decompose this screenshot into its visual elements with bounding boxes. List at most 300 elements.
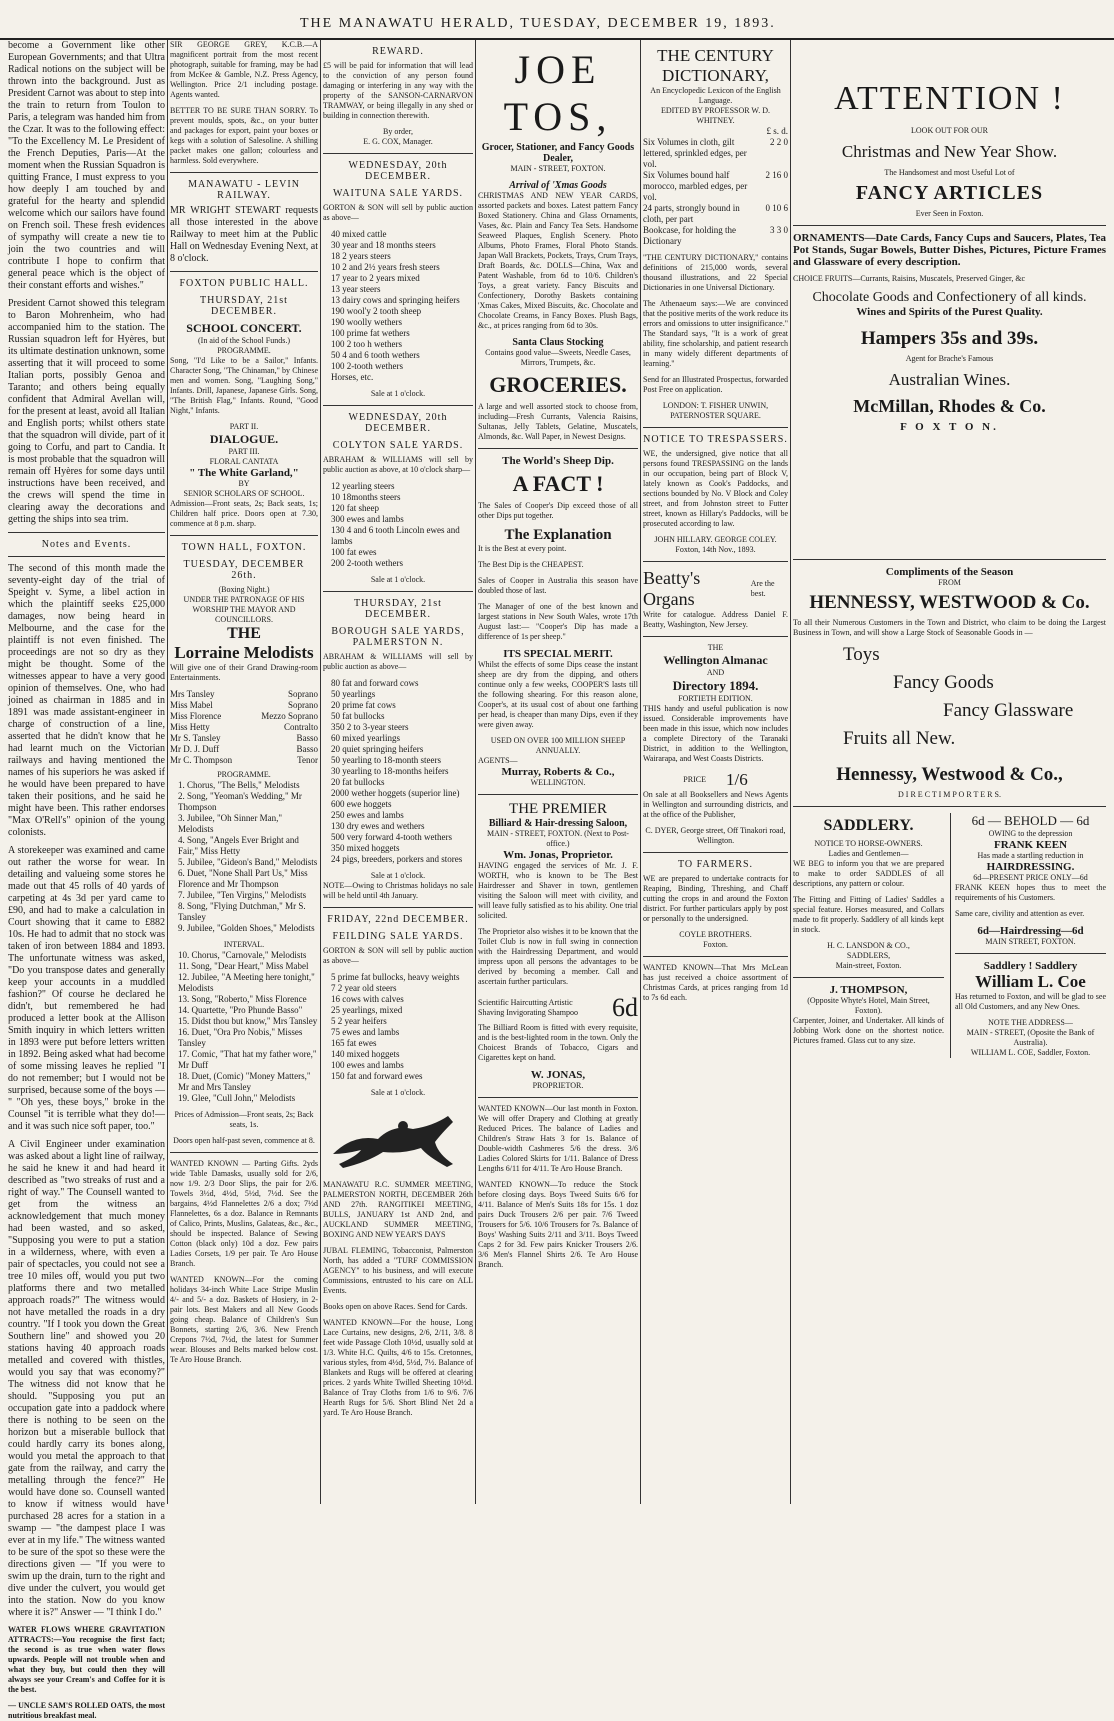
divider [643, 852, 788, 853]
fortieth-edition: FORTIETH EDITION. [678, 694, 753, 703]
explanation-heading: The Explanation [504, 527, 612, 543]
salesoline-ad: BETTER TO BE SURE THAN SORRY. To prevent moulds, spots, &c., on your butter and packages for export, paint your boxes or kegs with a solution of Salesoline. A shilling packet makes one gallon; colourless and harmless. Sold everywhere. [170, 106, 318, 165]
wanted-ad: WANTED KNOWN—To reduce the Stock before closing days. Boys Tweed Suits 6/6 for 4/11. Balance of Men's Suits 18s for 15s. 1 doz pairs Duck Trousers 2/6 per pair. 7/6 Tweed Trousers for 5/6. 10/6 Trousers for 7s. Balance of Boys' Washing Suits 2/11 and 3/11. Boys Tweed Caps 2 for 3d. Few pairs Knicker Trousers 2/6. 3/6 Men's Flannel Shirts 2/6. Te Aro House Branch. [478, 1180, 638, 1269]
athenaeum: The Athenaeum says:—We are convinced that the positive merits of the work reduce its errors and omissions to utter insignificance." The Standard says, "It is a work of great ability, fine scholarship, and patient research in many widely different departments of learning." [643, 299, 788, 368]
wanted-ad: WANTED KNOWN—For the house, Long Lace Curtains, new designs, 2/6, 2/11, 3/8. 8 feet wide Passage Cloth 10½d, usually sold at 1/3. White H.C. Quilts, 4/6 to 15s. Cretonnes, various styles, from 4½d, 5½d, 7½. Balance of Blankets and Rugs will be offered at clearing prices. 2 yards White Twilled Sheeting 10½d. Balance of Tray Cloths from 1/6 to 9/6. 7/6 Hearth Rugs for 5/6. Short Blind Net 2d a yard. Te Aro House Branch. [323, 1318, 473, 1417]
groceries-text: A large and well assorted stock to choose from, including—Fresh Currants, Valencia Raisins, Sultanas, Jelly Tablets, Gelatine, Muscatels, Almonds, &c. Wall Paper, in Newest Designs. [478, 402, 638, 441]
divider [8, 556, 165, 557]
list-item: 350 2 to 3-year steers [331, 722, 409, 732]
mcmillan-rhodes: McMillan, Rhodes & Co. [853, 396, 1046, 416]
reward-signature: E. G. COX, Manager. [363, 137, 433, 146]
programme-label: PROGRAMME. [217, 770, 271, 779]
column-5 [643, 40, 788, 1504]
divider [793, 806, 1106, 807]
cast-row: Mr C. Thompson Tenor [170, 755, 318, 765]
ever-seen: Ever Seen in Foxton. [915, 209, 984, 218]
price-row: Six Volumes in cloth, gilt lettered, sprinkled edges, per vol. 2 2 0 [643, 137, 788, 169]
w-proprietor: PROPRIETOR. [532, 1081, 584, 1090]
list-item: Toys [843, 644, 880, 665]
notes-heading: Notes and Events. [41, 539, 132, 550]
prices: Prices of Admission—Front seats, 2s; Back seats, 1s. [174, 1110, 314, 1129]
list-item: 80 fat and forward cows [331, 678, 419, 688]
list-item: 16 cows with calves [331, 994, 404, 1004]
by: BY [238, 479, 250, 488]
compliments: Compliments of the Season [885, 566, 1014, 578]
cast-row: Miss Hetty Contralto [170, 722, 318, 732]
coe-signature: WILLIAM L. COE, Saddler, Foxton. [970, 1048, 1091, 1057]
goods-list [793, 644, 1106, 750]
interval: INTERVAL. [223, 940, 265, 949]
joe-tos-sub: Grocer, Stationer, and Fancy Goods Dealer, [481, 142, 635, 164]
keen-text: Has made a startling reduction in [977, 851, 1084, 860]
racing-ad: MANAWATU R.C. SUMMER MEETING, PALMERSTON NORTH, DECEMBER 26th AND 27th. RANGITIKEI MEETING, BULLS, JANUARY 1st AND 2nd, and AUCKLAND SUMMER MEETING, BOXING AND NEW YEAR'S DAYS [323, 1180, 473, 1239]
list-item: 40 mixed cattle [331, 229, 387, 239]
coe-title: William L. Coe [975, 972, 1086, 991]
beatty-text: Write for catalogue. Address Daniel F. Beatty, Washington, New Jersey. [643, 610, 788, 629]
send-note: Send for an Illustrated Prospectus, forwarded Post Free on application. [643, 375, 788, 394]
list-item: 10 2 and 2½ years fresh steers [331, 262, 440, 272]
column-rule [790, 40, 791, 1504]
coe-text: Has returned to Foxton, and will be glad to see all Old Customers, and any New Ones. [955, 992, 1106, 1011]
almanac-price [643, 770, 788, 790]
farmers-title: TO FARMERS. [677, 859, 754, 870]
handsomest: The Handsomest and most Useful Lot of [884, 168, 1015, 177]
wanted-ad: WANTED KNOWN—Our last month in Foxton. We will offer Drapery and Clothing at greatly Reduced Prices. The balance of Ladies and Children's Straw Hats 3 for 1s. Balance of Double-width Cashmeres 5/6 the dress. 3/6 Ladies Colored Skirts for 1/11. Balance of Dress Lengths 6/11 for 4/11. Te Aro House Branch. [478, 1104, 638, 1173]
same-care: Same care, civility and attention as ever. [955, 909, 1085, 918]
spacer [793, 433, 1106, 553]
note-address: NOTE THE ADDRESS— [988, 1018, 1073, 1027]
town-date: TUESDAY, DECEMBER 26th. [183, 559, 305, 581]
list-item: 20 quiet springing heifers [331, 744, 424, 754]
boxing-night: (Boxing Night.) [218, 585, 270, 594]
sale-date: THURSDAY, 21st DECEMBER. [354, 598, 442, 620]
reward-order: By order, [383, 127, 413, 136]
divider [170, 535, 318, 536]
oats-ad: — UNCLE SAM'S ROLLED OATS, the most nutritious breakfast meal. [8, 1701, 165, 1720]
cast-row: Mrs Tansley Soprano [170, 689, 318, 699]
list-item: 18 2 years steers [331, 251, 391, 261]
beatty-header [643, 568, 788, 610]
foxton-label: F O X T O N. [900, 421, 999, 433]
list-item: 3. Jubilee, "Oh Sinner Man," Melodists [178, 813, 283, 834]
list-item: 1. Chorus, "The Bells," Melodists [178, 780, 300, 790]
wanted-ad: WANTED KNOWN—That Mrs McLean has just received a choice assortment of Christmas Cards, at prices ranging from 1d to 7s 6d each. [643, 963, 788, 1002]
reward-text: £5 will be paid for information that will lead to the conviction of any person found damaging or interfering in any way with the property of the SANSON-CARNARVON TRAMWAY, or being illegally in any shed or building in connection therewith. [323, 61, 473, 120]
list-item: 130 dry ewes and wethers [331, 821, 425, 831]
list-item: 75 ewes and lambs [331, 1027, 400, 1037]
joe-tos-title: JOE TOS, [503, 47, 613, 139]
main-foxton: MAIN STREET, FOXTON. [985, 937, 1076, 946]
saddlery-title: SADDLERY. [823, 817, 914, 834]
list-item: 600 ewe hoggets [331, 799, 392, 809]
almanac-title: Wellington Almanac [663, 653, 768, 667]
divider [323, 591, 473, 592]
fact-heading: A FACT ! [512, 471, 604, 496]
services-list: Scientific Haircutting Artistic Shaving Invigorating Shampoo [478, 998, 578, 1017]
town-hall: TOWN HALL, FOXTON. [181, 542, 307, 553]
list-item: 100 2 too h wethers [331, 339, 402, 349]
cast-list [170, 689, 318, 766]
wanted-ad: WANTED KNOWN — Parting Gifts. 2yds wide Table Damasks, usually sold for 2/6, now 1/9. 2/3 Door Slips, the pair for 2/6. Towels 3½d, 4½d, 5½d, 7½d. See the bargains, 4½d Flannelettes 2/6 a dox; 7½d Flannelettes, 6s a doz. Balance in Remnants of Calico, Prints, Muslins, Galateas, &c., &c., should be inspected. Balance of Sewing Cotton (black only) 10d a doz. Few pairs Ladies Corsets, 1/9 per pair. Te Aro House Branch. [170, 1159, 318, 1268]
farmers-text: WE are prepared to undertake contracts for Reaping, Binding, Threshing, and Chaff cutting the crops in and around the Foxton district. For further particulars apply by post or personally to the undersigned. [643, 874, 788, 923]
article-para: A Civil Engineer under examination was asked about a light line of railway, he said he knew it and had heard it described as "two streaks of rust and a right of way." The Counsell wanted to get from the witness an acknowledgement that much money had been wasted, and so asked, "Supposing you were to put a station in a wilderness, where, with even a pair of spectacles, you could not see a tree 10 miles off, would you put two platforms there and two metalled approach roads?" The witness would not have metalled the roads in a dry country. "If I took you down the Great Southern line" and showed you 20 stations having 40 approach roads metalled and covered with thistles, would you say that was economy?" The witness did not know that he should. "Supposing you put an occupation gate into a paddock where there is nothing to be seen on the horizon but a miserable bullock that could hardly carry its bones along, would you metal the approach to that gate from the railway, and carry the metalling through the fence?" He would have done so. Counsell wanted to know if witness would have purchased 28 acres for a station in a swamp — "the dampest place I was ever at in my life." The witness wanted to be sure of the spot so these were the directions given — "If you were to swim up the drain, turn to the right and dive under the culvert, you would get into the station. Now do you know where it is?" Answer — "I think I do." [8, 1139, 165, 1618]
keen-ad [950, 813, 1106, 1058]
patronage: UNDER THE PATRONAGE OF HIS WORSHIP THE MAYOR AND COUNCILLORS. [183, 595, 305, 624]
cast-row: Miss Florence Mezzo Soprano [170, 711, 318, 721]
column-rule [167, 40, 168, 1504]
explan-text: It is the Best at every point. [478, 544, 567, 553]
jubal-ad: JUBAL FLEMING, Tobacconist, Palmerston North, has added a "TURF COMMISSION AGENCY" to his business, and will execute Commissions, entrusted to his care on ALL Events. [323, 1246, 473, 1295]
list-item: 6. Duet, "None Shall Part Us," Miss Florence and Mr Thompson [178, 868, 308, 889]
century-text: "THE CENTURY DICTIONARY," contains definitions of 215,000 words, several thousand illustrations, and 22 Special Dictionaries in one Universal Dictionary. [643, 253, 788, 292]
cast-row: Mr S. Tansley Basso [170, 733, 318, 743]
beatty-title: Beatty's Organs [643, 568, 701, 609]
school-title: SCHOOL CONCERT. [186, 321, 302, 335]
auctioneer: ABRAHAM & WILLIAMS will sell by public auction as above— [323, 652, 473, 671]
list-item: 130 4 and 6 tooth Lincoln ewes and lambs [331, 525, 460, 546]
six-pence: 6d [612, 993, 638, 1022]
almanac-text: THIS handy and useful publication is now issued. Considerable improvements have been made in this issue, which now includes a complete Directory of the Taranaki District, in addition to the Wellington, Wairarapa, and West Coasts Districts. [643, 704, 788, 763]
divider [478, 794, 638, 795]
beg-text: WE BEG to inform you that we are prepared to make to order SADDLES of all descriptions, any pattern or colour. [793, 859, 944, 888]
behold: 6d — BEHOLD — 6d [971, 813, 1090, 828]
sale-date: WEDNESDAY, 20th DECEMBER. [348, 160, 448, 182]
article-para: A storekeeper was examined and came out rather the worse for wear. In detailing and valueing some stores he made out that 45 rolls of 40 yards of carpeting at 4s 3d per yard came to £90, and had to make a calculation in Court showing that it came to £882 10s. He had to admit that no stock was taken of iron between 1884 and 1893. The unfortunate witness was asked, "Do you transpose dates and generally keep your accounts in a muddled fashion?" Of course he declared he didn't, but remembered he had produced a letter book at the Allison Smith inquiry in which letters written in 1893 were put before letters written in 1892. Being asked what had become of some missing leaves he replied "I do not remember; but I would not be surprised, because some of the boys — " "Oh yes, these boys," broke in the Counsel "it is terrible what they do!—and it was such nice soft paper, too." [8, 845, 165, 1132]
list-item: 12. Jubilee, "A Meeting here tonight," Melodists [178, 972, 315, 993]
list-item: 7 2 year old steers [331, 983, 397, 993]
coyle-brothers: COYLE BROTHERS. [679, 930, 752, 939]
almanac-sale: On sale at all Booksellers and News Agents in Wellington and surrounding districts, and at the office of the Publisher, [643, 790, 788, 819]
look-out: LOOK OUT FOR OUR [911, 126, 988, 135]
sale-yard: FEILDING SALE YARDS. [332, 931, 464, 942]
doors: Doors open half-past seven, commence at 8. [173, 1136, 315, 1145]
list-item: 200 2-tooth wethers [331, 558, 403, 568]
divider [643, 636, 788, 637]
thompson-title: J. THOMPSON, [829, 984, 908, 996]
divider [170, 172, 318, 173]
gravitation-ad: WATER FLOWS WHERE GRAVITATION ATTRACTS:—You recognise the first fact; the second is as true when water flows upwards. People will not trouble when and what they buy, but could then they will always see your Cream's and Coffee for it is the best. [8, 1625, 165, 1694]
cantata: FLORAL CANTATA [209, 457, 279, 466]
list-item: 500 very forward 4-tooth wethers [331, 832, 452, 842]
column-3 [323, 40, 473, 1504]
list-item: 4. Song, "Angels Ever Bright and Fair," Miss Hetty [178, 835, 299, 856]
list-item: 190 woolly wethers [331, 317, 402, 327]
keen-hopes: FRANK KEEN hopes thus to meet the requirements of his Customers. [955, 883, 1106, 902]
article-para: The second of this month made the seventy-eight day of the trial of Speight v. Syme, a libel action in which the plaintiff seeks £25,000 damages, now being heard in Melbourne, and the case for the plaintiff is not even finished. The proceedings are not so dry as they might be thought. Some of the witnesses appear to have a very good opinion of themselves. One, who had joined as chairman in 1885 and in 1891 was made assistant-engineer in charge of construction of a line, asserted that he didn't know that he had learnt much on the Victorian railways and having mentioned the names of his superiors he was asked if he would have been prepared to have taken their positions, and he said he might have been. This rather endorses "Max O'Rell's" opinion of the young colonists. [8, 563, 165, 838]
auctioneer: ABRAHAM & WILLIAMS will sell by public auction as above, at 10 o'clock sharp— [323, 455, 473, 474]
dialogue: DIALOGUE. [209, 432, 279, 446]
beatty-best: Are the best. [750, 579, 775, 598]
school-date: THURSDAY, 21st DECEMBER. [200, 295, 288, 317]
hair-6d: 6d—Hairdressing—6d [977, 925, 1084, 937]
main-street: Main-street, Foxton. [835, 961, 902, 970]
list-item: 25 yearlings, mixed [331, 1005, 403, 1015]
auctioneer: GORTON & SON will sell by public auction as above— [323, 203, 473, 222]
divider [643, 561, 788, 562]
present-price: 6d—PRESENT PRICE ONLY—6d [973, 873, 1088, 882]
programme-label: PROGRAMME. [217, 346, 271, 355]
notice-horse-owners: NOTICE TO HORSE-OWNERS. [814, 839, 923, 848]
saddlery-ad [793, 813, 944, 1058]
list-item: 16. Duet, "Ora Pro Nobis," Misses Tansley [178, 1027, 303, 1048]
dyer: C. DYER, George street, Off Tinakori road, Wellington. [645, 826, 786, 845]
list-item: 100 fat ewes [331, 547, 377, 557]
stock-list [323, 678, 473, 865]
trespass-text: WE, the undersigned, give notice that all persons found TRESPASSING on the lands in our occupation, being part of Block V, lately known as Cook's Paddocks, and sections bounded by No. V Block and Coley street, and from Johnston street to Futter street, known as Hillary's Paddocks, will be prosecuted according to law. [643, 449, 788, 528]
billiard-room: The Billiard Room is fitted with every requisite, and is the best-lighted room in the town. Only the Choicest Brands of Tobacco, Cigars and Cigarettes kept on hand. [478, 1023, 638, 1062]
list-item: 150 fat and forward ewes [331, 1071, 423, 1081]
list-item: 10 18months steers [331, 492, 401, 502]
list-item: 60 mixed yearlings [331, 733, 400, 743]
part-three: PART III. [228, 447, 260, 456]
masthead-title: THE MANAWATU HERALD, TUESDAY, DECEMBER 19, 1893. [300, 16, 776, 31]
column-1 [8, 40, 165, 1720]
editor: EDITED BY PROFESSOR W. D. WHITNEY. [660, 106, 771, 125]
stock-list [323, 481, 473, 569]
list-item: 50 yearlings [331, 689, 376, 699]
list-item: Fancy Goods [893, 672, 994, 693]
list-item: 14. Quartette, "Pro Phunde Basso" [178, 1005, 303, 1015]
list-item: 2000 wether hoggets (superior line) [331, 788, 460, 798]
list-item: 30 year and 18 months steers [331, 240, 436, 250]
jonas-proprietor: Wm. Jonas, Proprietor. [503, 849, 613, 861]
list-item: 300 ewes and lambs [331, 514, 404, 524]
merit-text: Whilst the effects of some Dips cease the instant sheep are dry from the dipping, and others continue only a few weeks, COOPER'S lasts till the following shearing. For this reason alone, Cooper's, at its usual cost of about one farthing per head, is cheaper than many Dips, even if they were given away. [478, 660, 638, 729]
cast-row: Miss Mabel Soprano [170, 700, 318, 710]
murray-roberts: Murray, Roberts & Co., [501, 766, 615, 778]
list-item: 20 prime fat cows [331, 700, 396, 710]
wines-spirits: Wines and Spirits of the Purest Quality. [856, 306, 1043, 318]
list-item: 165 fat ewes [331, 1038, 377, 1048]
services-box [478, 993, 638, 1023]
fitting-text: The Fitting and Fitting of Ladies' Saddles a special feature. Horses measured, and Collars made to fit properly. Saddlery of all kinds kept in stock. [793, 895, 944, 934]
divider [643, 427, 788, 428]
premier-title: THE PREMIER [509, 801, 607, 817]
the-label: THE [227, 625, 261, 642]
list-item: 17. Comic, "That hat my father wore," Mr Duff [178, 1049, 317, 1070]
divider [643, 956, 788, 957]
ladies-gentlemen: Ladies and Gentlemen— [828, 849, 909, 858]
list-item: 2. Song, "Yeoman's Wedding," Mr Thompson [178, 791, 302, 812]
almanac-and: AND [706, 668, 725, 677]
used-note: USED ON OVER 100 MILLION SHEEP ANNUALLY. [490, 736, 626, 755]
racehorse-illustration [323, 1104, 473, 1174]
list-item: 20 fat bullocks [331, 777, 385, 787]
price-label: PRICE [683, 775, 706, 784]
divider [478, 1097, 638, 1098]
hennessy-text: To all their Numerous Customers in the Town and District, who claim to be doing the Largest Business in Town, and will show a Large Stock of Seasonable Goods in — [793, 618, 1106, 637]
lansdon: H. C. LANSDON & CO., [827, 941, 910, 950]
hennessy-title-2: Hennessy, Westwood & Co., [836, 764, 1063, 785]
divider [955, 953, 1106, 954]
merit-heading: ITS SPECIAL MERIT. [503, 648, 613, 660]
price-head: £ s. d. [766, 126, 788, 136]
article-para: President Carnot showed this telegram to Baron Mohrenheim, who had accompanied him to the station. The Russian squadron left for Hyères, but its ultimate destination unknown, some asserting that it will proceed to some Italian ports, possibly Genoa and Taranto; and others being equally confident that Admiral Avellan will, for the present at least, avoid all Italian and English ports; whilst others state that the squadron will divide, part of it going to Corfu, and part to Candia. It is most probable that the squadron will remain off Hyères for some days until instructions have been received, and the crews will spend the time in clearing away the decorations and getting the ships into sea trim. [8, 298, 165, 525]
column-rule [475, 40, 476, 1504]
lorraine-title: Lorraine Melodists [174, 643, 314, 662]
list-item: 100 ewes and lambs [331, 1060, 404, 1070]
direct-importers: D I R E C T I M P O R T E R S. [898, 790, 1001, 799]
santa-sub: Contains good value—Sweets, Needle Cases, Mirrors, Trumpets, &c. [485, 348, 631, 367]
school-sub: (In aid of the School Funds.) [198, 336, 290, 345]
price-row: Bookcase, for holding the Dictionary 3 3 0 [643, 225, 788, 246]
choice-fruits: CHOICE FRUITS—Currants, Raisins, Muscatels, Preserved Ginger, &c [793, 274, 1026, 283]
list-item: 13 year steers [331, 284, 381, 294]
column-rule [320, 40, 321, 1504]
list-item: 350 mixed hoggets [331, 843, 400, 853]
auctioneer: GORTON & SON will sell by public auction as above— [323, 946, 473, 965]
sale-yard: BOROUGH SALE YARDS, PALMERSTON N. [331, 626, 465, 648]
list-item: 140 mixed hoggets [331, 1049, 400, 1059]
hairdressing: HAIRDRESSING. [986, 861, 1075, 873]
sale-time: Sale at 1 o'clock. [370, 1088, 426, 1097]
school-venue: FOXTON PUBLIC HALL. [179, 278, 309, 289]
stock-list [323, 972, 473, 1082]
ornaments: ORNAMENTS—Date Cards, Fancy Cups and Saucers, Plates, Tea Pot Stands, Sugar Bowels, Butter Dishes, Pictures, Picture Frames and Glassware of every description. [793, 232, 1106, 268]
portrait-ad: SIR GEORGE GREY, K.C.B.—A magnificent portrait from the most recent photograph, suitable for framing, may be had from McKee & Gamble, N.Z. Press Agency, Wellington. Price 2/1 including postage. Agents wanted. [170, 40, 318, 99]
list-item: 13. Song, "Roberto," Miss Florence [178, 994, 307, 1004]
divider [793, 559, 1106, 560]
price-value: 1/6 [725, 770, 748, 789]
santa-stocking: Santa Claus Stocking [512, 337, 604, 348]
garland: " The White Garland," [189, 467, 299, 479]
saddlers: SADDLERS, [846, 951, 891, 960]
list-item: 100 2-tooth wethers [331, 361, 403, 371]
cast-row: Mr D. J. Duff Basso [170, 744, 318, 754]
hampers: Hampers 35s and 39s. [860, 328, 1039, 349]
column-rule [640, 40, 641, 1504]
chocolate-goods: Chocolate Goods and Confectionery of all kinds. [812, 290, 1087, 305]
xmas-goods: CHRISTMAS AND NEW YEAR CARDS, assorted packets and boxes. Latest pattern Fancy Boxed Stationery. China and Glass Ornaments, Vases, &c. Plain and Fancy Tea Sets. Handsome Seaweed Plaques, English Scenery. Photo Albums, Photo Frames, Floral Photo Stands. Japan Wall Brackets, Pockets, Trays, Crum Trays, Draft Boards, &c. DOLLS—China, Wax and Patent Washable, from 6d to 10/6. Children's Toys, a great variety. Fancy Biscuits and Confectionery, Dorothy Baskets containing 'Xmas Cakes, Mixed Biscuits, &c. Chocolate and Chocolate Creams, in Fancy Boxes. Plush Bags, &c., at prices ranging from 6d to 30s. [478, 191, 638, 330]
list-item: 5 prime fat bullocks, heavy weights [331, 972, 460, 982]
explan-text: The Best Dip is the CHEAPEST. [478, 560, 584, 569]
railway-text: MR WRIGHT STEWART requests all those interested in the above Railway to meet him at the Public Hall on Wednesday Evening Next, at 8 o'clock. [170, 205, 318, 264]
railway-title: MANAWATU - LEVIN RAILWAY. [188, 179, 300, 201]
list-item: 10. Chorus, "Carnovale," Melodists [178, 950, 307, 960]
list-item: 190 wool'y 2 tooth sheep [331, 306, 422, 316]
list-item: 19. Glee, "Cull John," Melodists [178, 1093, 296, 1103]
list-item: 50 yearling to 18-month steers [331, 755, 441, 765]
arrival-heading: Arrival of 'Xmas Goods [509, 180, 607, 191]
list-item: 50 fat bullocks [331, 711, 385, 721]
seniors: SENIOR SCHOLARS OF SCHOOL. [183, 489, 305, 498]
w-jonas: W. JONAS, [530, 1069, 586, 1081]
owing: OWING to the depression [988, 829, 1073, 838]
admission: Admission—Front seats, 2s; Back seats, 1s; Children half price. Doors open at 7.30, commence at 8 p.m. sharp. [170, 499, 318, 528]
having-text: HAVING engaged the services of Mr. J. F. WORTH, who is known to be The Best Hairdresser and Shaver in town, gentlemen visiting the Saloon will meet with civility, and will leave fully satisfied as to his ability. One trial solicited. [478, 861, 638, 920]
column-6 [793, 40, 1106, 1504]
saddlery-2: Saddlery ! Saddlery [983, 960, 1078, 972]
price-row: Six Volumes bound half morocco, marbled edges, per vol. 2 16 0 [643, 170, 788, 202]
column-4 [478, 40, 638, 1504]
price-row: 24 parts, strongly bound in cloth, per part 0 10 6 [643, 203, 788, 224]
joe-tos-address: MAIN - STREET, FOXTON. [510, 164, 606, 173]
divider [170, 271, 318, 272]
trespassers-title: NOTICE TO TRESPASSERS. [643, 434, 788, 445]
century-title: THE CENTURY DICTIONARY, [657, 46, 774, 85]
wanted-ad: WANTED KNOWN—For the coming holidays 34-inch White Lace Stripe Muslin 4/- and 5/- a doz. Baskets of Hosiery, in 2-pair lots. Best Makers and all New Goods going cheap. Balance of Children's Sun Bonnets, starting 2/6, 3/6. New French Crepons 7½d, 7½d, the latest for Summer wear. Blouses and Belts marked below cost. Te Aro House Branch. [170, 1275, 318, 1364]
list-item: 9. Jubilee, "Golden Shoes," Melodists [178, 923, 315, 933]
list-item: 12 yearling steers [331, 481, 395, 491]
programme-list [170, 780, 318, 934]
lorraine-sub: Will give one of their Grand Drawing-room Entertainments. [170, 663, 318, 682]
sale-yard: WAITUNA SALE YARDS. [332, 188, 464, 199]
holiday-note: NOTE—Owing to Christmas holidays no sale will be held until 4th January. [323, 881, 473, 900]
coe-address: MAIN - STREET, (Oposite the Bank of Australia). [966, 1028, 1095, 1047]
list-item: 250 ewes and lambs [331, 810, 404, 820]
bottom-ads [793, 813, 1106, 1058]
list-item: 120 fat sheep [331, 503, 379, 513]
list-item: 30 yearling to 18-months heifers [331, 766, 449, 776]
billiard-address: MAIN - STREET, FOXTON. (Next to Post-office.) [487, 829, 629, 848]
fact-text: The Sales of Cooper's Dip exceed those of all other Dips put together. [478, 501, 638, 520]
groceries-heading: GROCERIES. [489, 372, 627, 397]
fancy-articles: FANCY ARTICLES [855, 182, 1044, 204]
list-item: 50 4 and 6 tooth wethers [331, 350, 420, 360]
sale-time: Sale at 1 o'clock. [370, 871, 426, 880]
sale-date: WEDNESDAY, 20th DECEMBER. [348, 412, 448, 434]
hillary-coley: JOHN HILLARY. GEORGE COLEY. [654, 535, 777, 544]
list-item: 5 2 year heifers [331, 1016, 387, 1026]
divider [793, 225, 1106, 226]
attention-heading: ATTENTION ! [834, 80, 1065, 117]
list-item: 11. Song, "Dear Heart," Miss Mabel [178, 961, 309, 971]
list-item: Fancy Glassware [943, 700, 1074, 721]
list-item: 7. Jubilee, "Ten Virgins," Melodists [178, 890, 307, 900]
column-2 [170, 40, 318, 1504]
directory-title: Directory 1894. [672, 678, 759, 693]
explan-text: Sales of Cooper in Australia this season have doubled those of last. [478, 576, 638, 595]
divider [793, 977, 944, 978]
thompson-address: (Opposite Whyte's Hotel, Main Street, Foxton). [807, 996, 930, 1015]
divider [323, 907, 473, 908]
agent-brache: Agent for Brache's Famous [905, 354, 994, 363]
christmas-show: Christmas and New Year Show. [841, 142, 1058, 161]
list-item: 24 pigs, breeders, porkers and stores [331, 854, 463, 864]
almanac-the: THE [707, 643, 724, 652]
century-sub: An Encyclopedic Lexicon of the English Language. [650, 86, 781, 105]
list-item: Horses, etc. [331, 372, 374, 382]
sale-time: Sale at 1 o'clock. [370, 389, 426, 398]
masthead [0, 8, 1114, 40]
proprietor-text: The Proprietor also wishes it to be known that the Toilet Club is now in full swing in connection with the Hairdressing Department, and would impress upon all persons the advantages to be derived by becoming a member. Call and ascertain further particulars. [478, 927, 638, 986]
carpenter-text: Carpenter, Joiner, and Undertaker. All kinds of Jobbing Work done on the shortest notice. Pictures framed. Glass cut to any size. [793, 1016, 944, 1045]
divider [323, 153, 473, 154]
sale-time: Sale at 1 o'clock. [370, 575, 426, 584]
list-item: 18. Duet, (Comic) "Money Matters," Mr and Mrs Tansley [178, 1071, 311, 1092]
stock-list [323, 229, 473, 383]
coyle-place: Foxton. [703, 940, 728, 949]
divider [323, 405, 473, 406]
sale-date: FRIDAY, 22nd DECEMBER. [327, 914, 469, 925]
divider [8, 532, 165, 533]
frank-keen: FRANK KEEN [993, 839, 1068, 851]
programme-list-2 [170, 950, 318, 1104]
hennessy-title: HENNESSY, WESTWOOD & Co. [809, 592, 1090, 613]
wellington: WELLINGTON. [530, 778, 586, 787]
list-item: 100 prime fat wethers [331, 328, 410, 338]
books-note: Books open on above Races. Send for Cards. [323, 1302, 468, 1311]
part-two: PART II. [229, 422, 259, 431]
school-programme: Song, "I'd Like to be a Sailor," Infants. Character Song, "The Chinaman," by Chinese men and women. Song, "Laughing Song," Infants. Drill, Japanese, Japanese Girls. Song, "The British Flag," Infants. Round, "Good Night," Infants. [170, 356, 318, 415]
hillary-date: Foxton, 14th Nov., 1893. [675, 545, 756, 554]
australian-wines: Australian Wines. [888, 370, 1011, 389]
sheep-dip-title: The World's Sheep Dip. [502, 455, 614, 467]
list-item: Fruits all New. [843, 728, 956, 749]
billiard-title: Billiard & Hair-dressing Saloon, [488, 818, 628, 829]
list-item: 8. Song, "Flying Dutchman," Mr S. Tansley [178, 901, 306, 922]
fisher-unwin: LONDON: T. FISHER UNWIN, PATERNOSTER SQUARE. [662, 401, 769, 420]
